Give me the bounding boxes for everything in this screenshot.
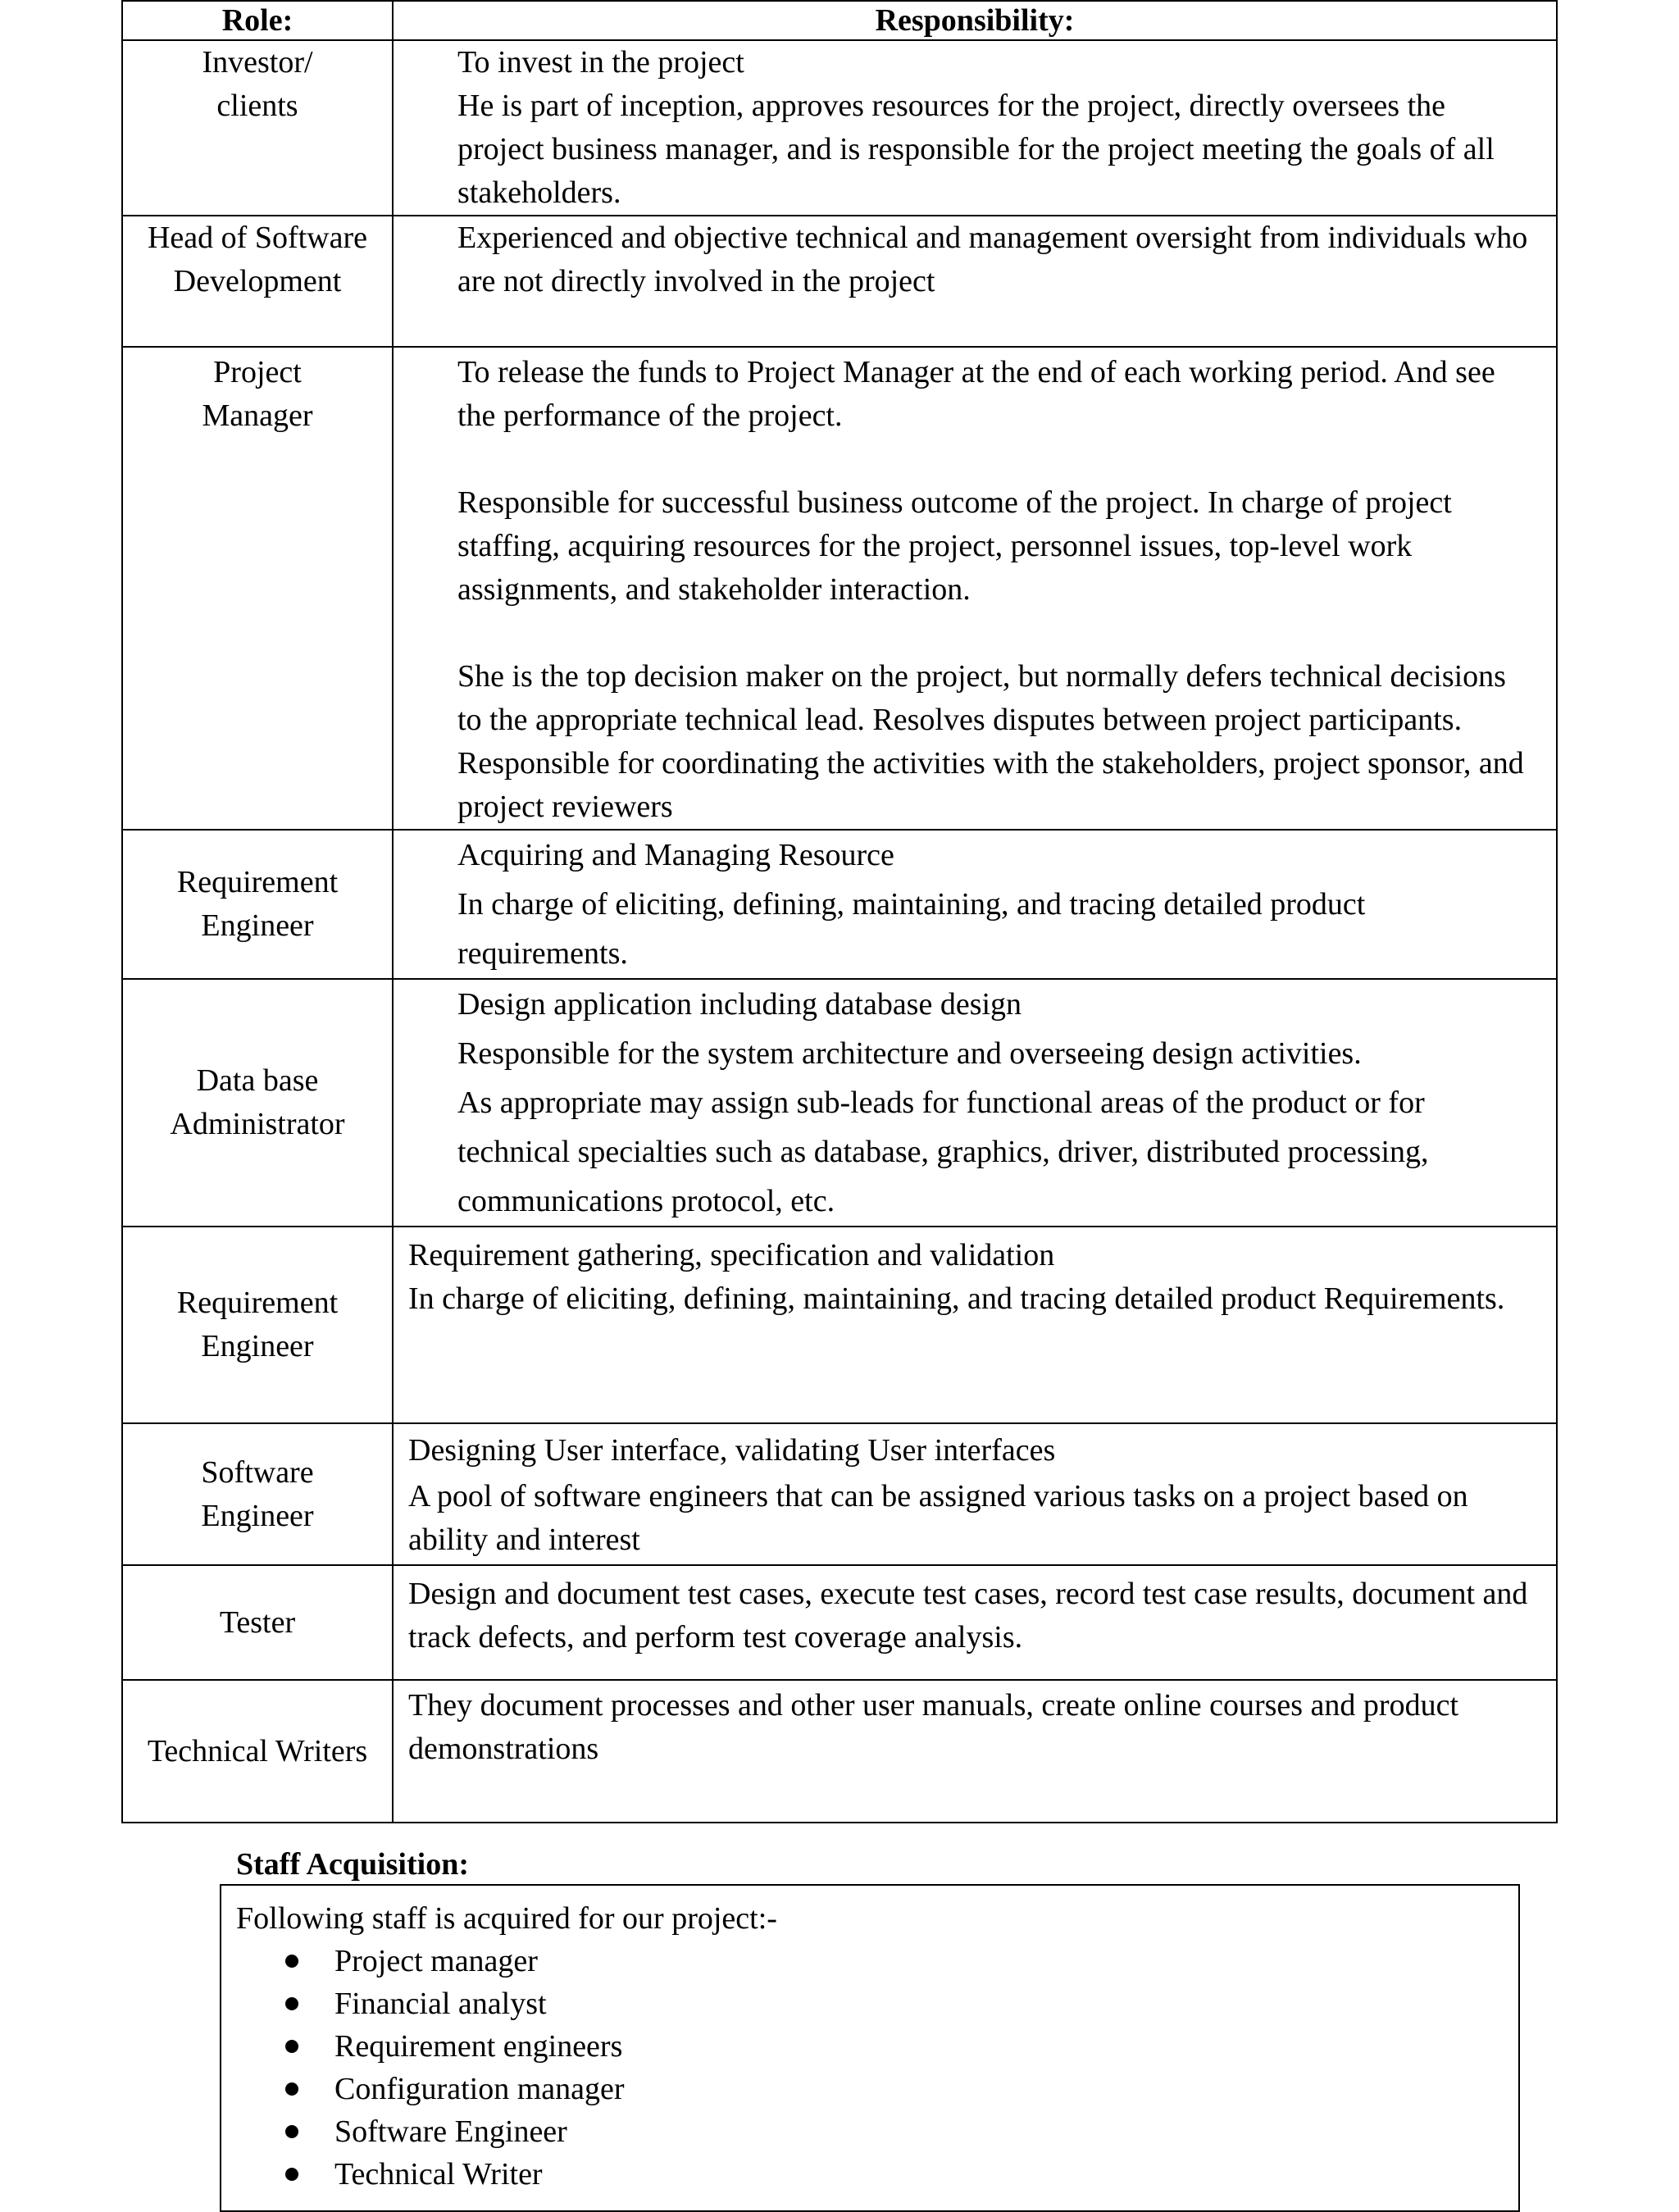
role-cell: [122, 1680, 393, 1823]
table-row: [122, 40, 1557, 216]
staff-list: [236, 1940, 1504, 2196]
bullet-icon: [285, 2040, 298, 2053]
responsibility-line: Requirement gathering, specification and validation: [408, 1238, 1055, 1272]
role-line: Tester: [219, 1604, 296, 1640]
table-row: [122, 216, 1557, 347]
responsibility-cell: [393, 347, 1557, 830]
responsibility-cell: [393, 979, 1557, 1227]
responsibility-line: To invest in the project: [457, 45, 744, 80]
responsibility-cell: [393, 830, 1557, 979]
bullet-icon: [285, 1955, 298, 1968]
role-line: Manager: [202, 398, 313, 433]
staff-acquisition-title: Staff Acquisition:: [236, 1847, 469, 1882]
table-row: [122, 830, 1557, 979]
role-cell: [122, 216, 393, 347]
responsibility-line: Acquiring and Managing Resource: [457, 838, 894, 872]
responsibility-line: Design application including database design: [457, 987, 1022, 1022]
role-cell: [122, 347, 393, 830]
responsibility-cell: [393, 1423, 1557, 1565]
responsibility-line: Experienced and objective technical and management oversight from individuals who are not directly involved in the project: [457, 221, 1528, 298]
bullet-icon: [285, 2168, 298, 2181]
role-cell: [122, 979, 393, 1227]
responsibility-line: Designing User interface, validating User interfaces: [408, 1433, 1056, 1468]
table-row: [122, 1680, 1557, 1823]
responsibility-line: Responsible for the system architecture and overseeing design activities.: [457, 1036, 1362, 1071]
list-item: Configuration manager: [285, 2068, 1504, 2110]
bullet-icon: [285, 1997, 298, 2010]
responsibility-line: In charge of eliciting, defining, maintaining, and tracing detailed product Requirements.: [408, 1281, 1505, 1316]
bullet-icon: [285, 2082, 298, 2096]
table-header-row: [122, 1, 1557, 40]
responsibility-paragraph: To release the funds to Project Manager at the end of each working period. And see the performance of the project.: [457, 355, 1495, 433]
role-line: Engineer: [201, 908, 314, 943]
role-line: Development: [173, 264, 342, 298]
role-line: Engineer: [201, 1498, 314, 1533]
responsibility-line: Design and document test cases, execute test cases, record test case results, document and track defects, and perform test coverage analysis.: [408, 1577, 1528, 1654]
responsibility-line: In charge of eliciting, defining, maintaining, and tracing detailed product requirements.: [457, 887, 1366, 971]
responsibility-paragraph: Responsible for successful business outcome of the project. In charge of project staffing, acquiring resources for the project, personnel issues, top-level work assignments, and stakeholder interaction.: [457, 485, 1452, 607]
responsibility-line: He is part of inception, approves resources for the project, directly oversees the project business manager, and is responsible for the project meeting the goals of all stakeholders.: [457, 89, 1495, 210]
role-line: Data base: [196, 1063, 319, 1098]
table-row: [122, 979, 1557, 1227]
responsibility-paragraph: She is the top decision maker on the project, but normally defers technical decisions to the appropriate technical lead. Resolves disputes between project participants. Responsible for coordinating the activities with the stakeholders, project sponsor, and project reviewers: [457, 659, 1524, 824]
responsibility-line: As appropriate may assign sub-leads for functional areas of the product or for technical specialties such as database, graphics, driver, distributed processing, communications protocol, etc.: [457, 1086, 1429, 1218]
role-cell: [122, 830, 393, 979]
table-row: [122, 1423, 1557, 1565]
role-line: Technical Writers: [147, 1733, 368, 1768]
role-cell: [122, 1227, 393, 1423]
table-row: [122, 1565, 1557, 1680]
role-header: Role:: [122, 1, 393, 40]
staff-acquisition-box: [220, 1884, 1520, 2212]
responsibility-cell: [393, 216, 1557, 347]
table-row: [122, 1227, 1557, 1423]
responsibility-line: A pool of software engineers that can be assigned various tasks on a project based on ability and interest: [408, 1479, 1468, 1557]
role-line: Head of Software: [147, 221, 367, 255]
table-row: [122, 347, 1557, 830]
list-item: Requirement engineers: [285, 2025, 1504, 2068]
roles-table: [121, 0, 1558, 1823]
role-cell: [122, 40, 393, 216]
role-line: Requirement: [176, 1286, 339, 1320]
list-item: Financial analyst: [285, 1982, 1504, 2025]
responsibility-cell: [393, 1227, 1557, 1423]
list-item: Technical Writer: [285, 2153, 1504, 2196]
bullet-icon: [285, 2125, 298, 2138]
responsibility-line: They document processes and other user manuals, create online courses and product demonstrations: [408, 1688, 1458, 1766]
responsibility-cell: [393, 1565, 1557, 1680]
role-line: Software: [201, 1454, 314, 1490]
role-line: Engineer: [201, 1329, 314, 1363]
role-line: Project: [213, 355, 302, 389]
role-cell: [122, 1565, 393, 1680]
role-line: Requirement: [176, 865, 339, 899]
list-item: Software Engineer: [285, 2110, 1504, 2153]
responsibility-cell: [393, 1680, 1557, 1823]
responsibility-header: Responsibility:: [393, 1, 1557, 40]
role-line: clients: [216, 89, 298, 123]
role-cell: [122, 1423, 393, 1565]
role-line: Administrator: [170, 1107, 345, 1141]
responsibility-cell: [393, 40, 1557, 216]
staff-intro: Following staff is acquired for our project:-: [236, 1901, 777, 1936]
role-line: Investor/: [202, 45, 313, 80]
list-item: Project manager: [285, 1940, 1504, 1982]
